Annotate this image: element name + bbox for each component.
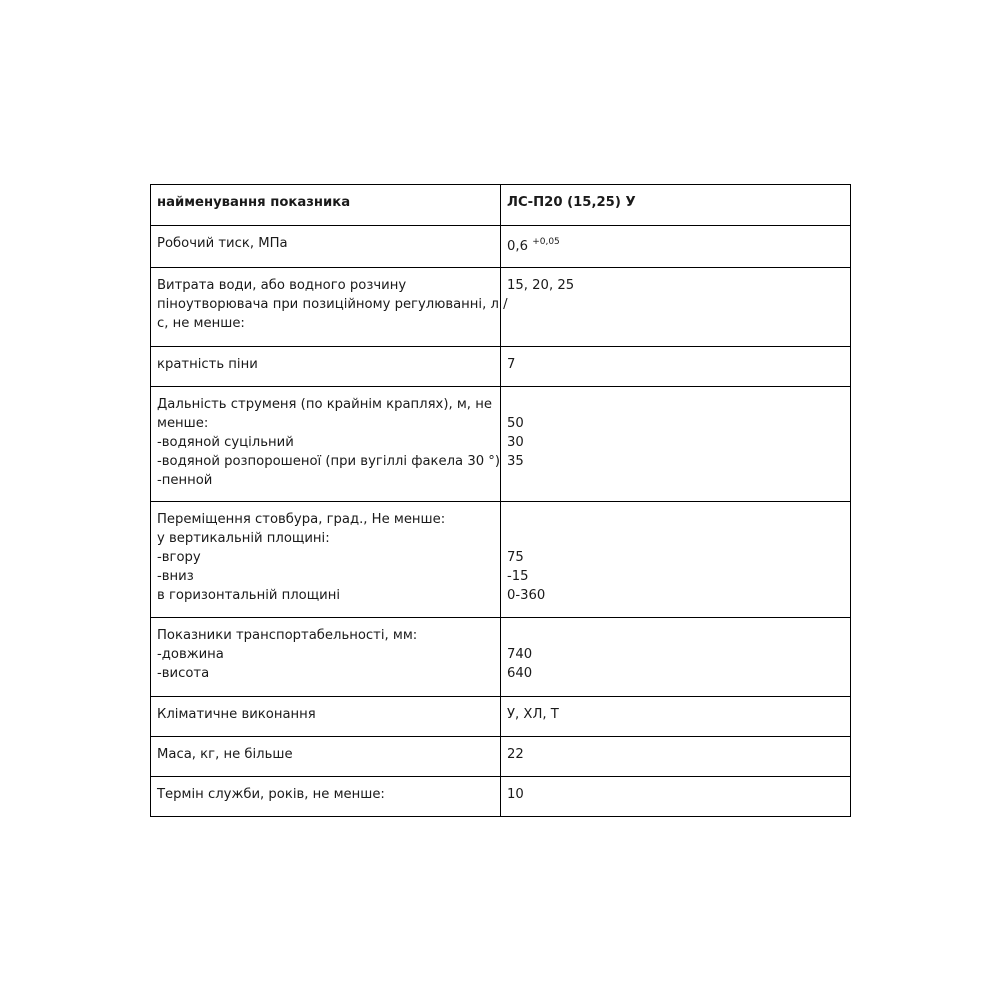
param-cell <box>151 618 501 697</box>
value-cell <box>501 268 851 347</box>
value-text: 10 <box>507 787 524 802</box>
table-header-row <box>151 185 851 226</box>
param-line: с, не менше: <box>157 316 245 331</box>
table-row <box>151 226 851 268</box>
param-line: Термін служби, років, не менше: <box>157 787 385 802</box>
value-line <box>507 567 844 586</box>
param-cell <box>151 387 501 502</box>
param-line: -водяной суцільний <box>157 435 294 450</box>
value-tolerance-sup: +0,05 <box>532 237 560 247</box>
value-cell <box>501 777 851 817</box>
table-row <box>151 347 851 387</box>
value-line <box>507 237 844 256</box>
value-text: 7 <box>507 357 516 372</box>
header-value-cell <box>501 185 851 226</box>
value-line <box>507 626 844 645</box>
spec-table <box>150 184 851 817</box>
header-value-label: ЛС-П20 (15,25) У <box>507 195 636 210</box>
value-text: У, ХЛ, Т <box>507 707 559 722</box>
param-line: менше: <box>157 416 209 431</box>
value-line <box>507 276 844 295</box>
value-text: 640 <box>507 666 533 681</box>
param-line: Переміщення стовбура, град., Не менше: <box>157 512 446 527</box>
table-row <box>151 387 851 502</box>
spec-table-body <box>151 185 851 817</box>
value-text: 50 <box>507 416 524 431</box>
param-line: Витрата води, або водного розчину <box>157 278 407 293</box>
header-param-cell <box>151 185 501 226</box>
param-line: піноутворювача при позиційному регулюванні, л / <box>157 297 508 312</box>
value-line <box>507 433 844 452</box>
value-text: 22 <box>507 747 524 762</box>
value-line <box>507 395 844 414</box>
value-line <box>507 414 844 433</box>
value-line <box>507 548 844 567</box>
value-text: 75 <box>507 550 524 565</box>
value-line <box>507 510 844 529</box>
value-text: 15, 20, 25 <box>507 278 575 293</box>
param-line: Дальність струменя (по крайнім краплях), м, не <box>157 397 492 412</box>
param-line: Робочий тиск, МПа <box>157 236 288 251</box>
value-cell <box>501 737 851 777</box>
value-line <box>507 785 844 804</box>
param-line: -вниз <box>157 569 194 584</box>
param-line: -водяной розпорошеної (при вугіллі факела 30 °) <box>157 454 501 469</box>
value-cell <box>501 618 851 697</box>
value-cell <box>501 697 851 737</box>
value-line <box>507 529 844 548</box>
param-line: в горизонтальній площині <box>157 588 341 603</box>
value-line <box>507 452 844 471</box>
value-text: 0,6 <box>507 239 528 254</box>
param-line: Кліматичне виконання <box>157 707 316 722</box>
value-cell <box>501 387 851 502</box>
param-line: кратність піни <box>157 357 258 372</box>
value-line <box>507 645 844 664</box>
value-cell <box>501 226 851 268</box>
value-line <box>507 705 844 724</box>
value-line <box>507 355 844 374</box>
param-cell <box>151 347 501 387</box>
header-param-label: найменування показника <box>157 195 351 210</box>
value-cell <box>501 502 851 618</box>
param-line: Маса, кг, не більше <box>157 747 293 762</box>
param-cell <box>151 268 508 347</box>
param-line: -вгору <box>157 550 201 565</box>
table-row <box>151 268 851 347</box>
value-text: 30 <box>507 435 524 450</box>
param-line: -висота <box>157 666 210 681</box>
param-line: -довжина <box>157 647 224 662</box>
param-line: Показники транспортабельності, мм: <box>157 628 418 643</box>
value-text: 0-360 <box>507 588 546 603</box>
param-cell <box>151 502 501 618</box>
value-text: 740 <box>507 647 533 662</box>
param-cell <box>151 226 501 268</box>
param-line: у вертикальній площині: <box>157 531 330 546</box>
param-line: -пенной <box>157 473 213 488</box>
value-line <box>507 586 844 605</box>
value-cell <box>501 347 851 387</box>
table-row <box>151 502 851 618</box>
value-line <box>507 745 844 764</box>
param-cell <box>151 697 501 737</box>
table-row <box>151 777 851 817</box>
table-row <box>151 618 851 697</box>
table-row <box>151 697 851 737</box>
value-text: 35 <box>507 454 524 469</box>
param-cell <box>151 777 501 817</box>
table-row <box>151 737 851 777</box>
param-cell <box>151 737 501 777</box>
value-line <box>507 664 844 683</box>
value-text: -15 <box>507 569 529 584</box>
